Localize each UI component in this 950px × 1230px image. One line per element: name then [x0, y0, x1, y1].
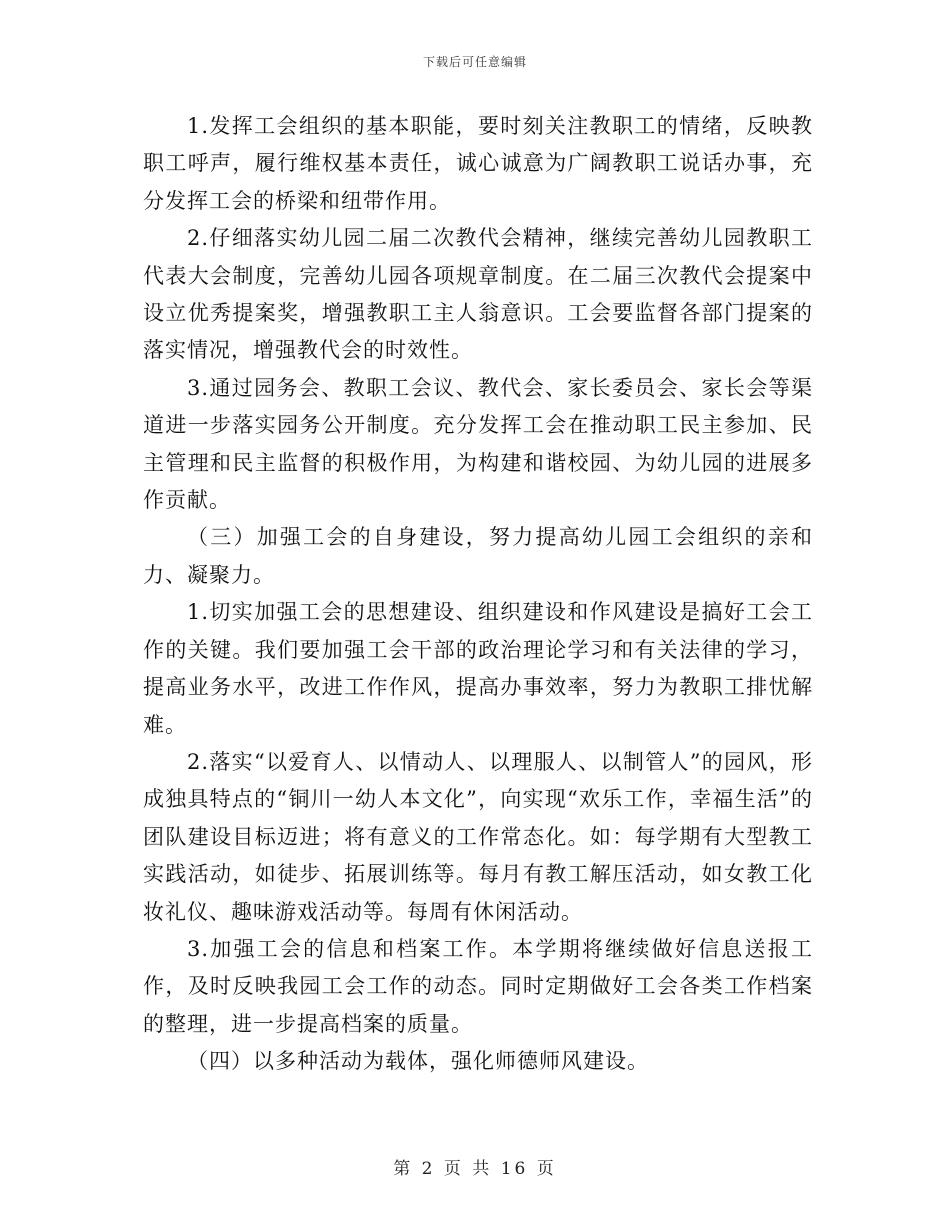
section-heading-4: （四）以多种活动为载体，强化师德师风建设。: [187, 1049, 649, 1074]
paragraph-1-2: 2.仔细落实幼儿园二届二次教代会精神，继续完善幼儿园教职工代表大会制度，完善幼儿园各项规章制度。在二届三次教代会提案中设立优秀提案奖，增强教职工主人翁意识。工会要监督各部门提案的落实情况，增强教代会的时效性。: [143, 226, 813, 363]
paragraph-3-3: 3.加强工会的信息和档案工作。本学期将继续做好信息送报工作，及时反映我园工会工作的动态。同时定期做好工会各类工作档案的整理，进一步提高档案的质量。: [143, 936, 813, 1036]
section-heading-3: （三）加强工会的自身建设，努力提高幼儿园工会组织的亲和力、凝聚力。: [143, 525, 813, 587]
page-number-footer: 第 2 页 共 16 页: [393, 1159, 557, 1179]
page-header-note: 下载后可任意编辑: [422, 55, 527, 69]
paragraph-1-1: 1.发挥工会组织的基本职能，要时刻关注教职工的情绪，反映教职工呼声，履行维权基本责任，诚心诚意为广阔教职工说话办事，充分发挥工会的桥梁和纽带作用。: [143, 114, 813, 213]
paragraph-3-1: 1.切实加强工会的思想建设、组织建设和作风建设是搞好工会工作的关键。我们要加强工会干部的政治理论学习和有关法律的学习，提高业务水平，改进工作作风，提高办事效率，努力为教职工排忧解难。: [143, 600, 813, 737]
paragraph-1-3: 3.通过园务会、教职工会议、教代会、家长委员会、家长会等渠道进一步落实园务公开制度。充分发挥工会在推动职工民主参加、民主管理和民主监督的积极作用，为构建和谐校园、为幼儿园的进展多作贡献。: [143, 375, 813, 513]
paragraph-3-2: 2.落实“以爱育人、以情动人、以理服人、以制管人”的园风，形成独具特点的“铜川一幼人本文化”，向实现“欢乐工作，幸福生活”的团队建设目标迈进；将有意义的工作常态化。如：每学期有大型教工实践活动，如徒步、拓展训练等。每月有教工解压活动，如女教工化妆礼仪、趣味游戏活动等。每周有休闲活动。: [143, 749, 813, 924]
document-body: [143, 108, 813, 1081]
